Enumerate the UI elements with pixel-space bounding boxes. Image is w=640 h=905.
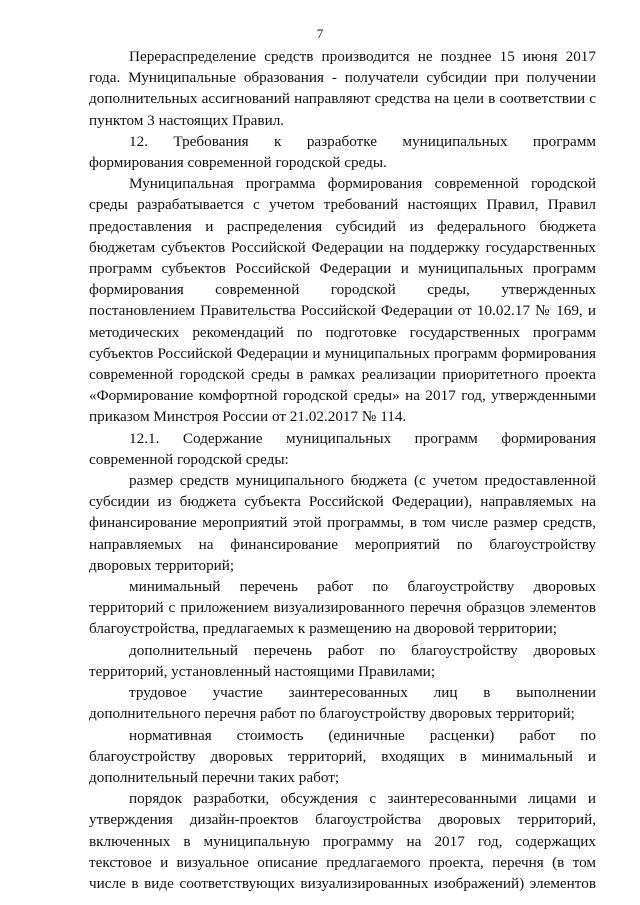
text-line: 12.1. Содержание муниципальных программ формирования [129,429,596,447]
text-line: Муниципальная программа формирования современной городской [129,175,596,193]
text-line: 12. Требования к разработке муниципальных программ [129,132,596,150]
text-line: субъектов Российской Федерации и муниципальных программ формирования [89,344,596,362]
text-line: пунктом 3 настоящих Правил. [89,111,285,129]
paragraph [89,725,596,789]
paragraph [89,640,596,682]
paragraph [89,428,596,470]
text-line: нормативная стоимость (единичные расценки) работ по [129,726,596,744]
text-line: минимальный перечень работ по благоустройству дворовых [129,578,596,596]
text-line: современной городской среды: [89,450,289,468]
text-line: числе в виде соответствующих визуализированных изображений) элементов [89,874,596,892]
text-line: Перераспределение средств производится не позднее 15 июня 2017 [129,48,596,65]
text-line: территорий с приложением визуализированного перечня образцов элементов [89,599,596,617]
text-line: предоставления и распределения субсидий из федерального бюджета [89,217,596,235]
text-line: включенных в муниципальную программу на 2017 год, содержащих [89,832,596,850]
text-line: размер средств муниципального бюджета (с учетом предоставленной [129,472,596,490]
text-line: дополнительный перечень работ по благоустройству дворовых [129,641,596,659]
paragraph [89,470,596,576]
text-line: программ субъектов Российской Федерации и муниципальных программ [89,260,596,278]
paragraph [89,682,596,724]
paragraph [89,788,596,894]
text-line: формирования современной городской среды, утвержденных [89,281,596,299]
text-line: благоустройства, предлагаемых к размещению на дворовой территории; [89,620,558,638]
paragraph [89,173,596,427]
text-line: методических рекомендаций по подготовке государственных программ [89,323,596,341]
paragraph [89,131,596,173]
text-line: «Формирование комфортной городской среды» на 2017 год, утвержденными [89,387,596,405]
text-line: субсидии из бюджета субъекта Российской Федерации), направляемых на [89,493,596,511]
page-number: 7 [316,26,324,41]
text-line: года. Муниципальные образования - получатели субсидии при получении [89,69,596,87]
text-line: финансирование мероприятий этой программы, в том числе размер средств, [89,514,596,532]
text-line: бюджетам субъектов Российской Федерации на поддержку государственных [89,238,596,256]
text-line: формирования современной городской среды. [89,154,387,172]
text-line: территорий, установленный настоящими Правилами; [89,662,436,680]
text-line: порядок разработки, обсуждения с заинтересованными лицами и [129,790,596,808]
text-line: приказом Минстроя России от 21.02.2017 № 114. [89,408,407,426]
text-line: дворовых территорий; [89,556,235,574]
text-line: постановлением Правительства Российской Федерации от 10.02.17 № 169, и [89,302,596,320]
text-line: текстовое и визуальное описание предлагаемого проекта, перечня (в том [89,853,596,871]
document-body [89,46,596,894]
text-line: дополнительного перечня работ по благоустройству дворовых территорий; [89,705,575,723]
text-line: среды разрабатывается с учетом требований настоящих Правил, Правил [89,196,596,214]
paragraph [89,46,596,131]
text-line: утверждения дизайн-проектов благоустройства дворовых территорий, [89,811,596,829]
text-line: дополнительных ассигнований направляют средства на цели в соответствии с [89,90,596,108]
text-line: благоустройству дворовых территорий, входящих в минимальный и [89,747,596,765]
text-line: современной городской среды в рамках реализации приоритетного проекта [89,366,596,384]
text-line: трудовое участие заинтересованных лиц в выполнении [129,684,596,702]
paragraph [89,576,596,640]
text-line: дополнительный перечни таких работ; [89,768,340,786]
text-line: направляемых на финансирование мероприятий по благоустройству [89,535,596,553]
